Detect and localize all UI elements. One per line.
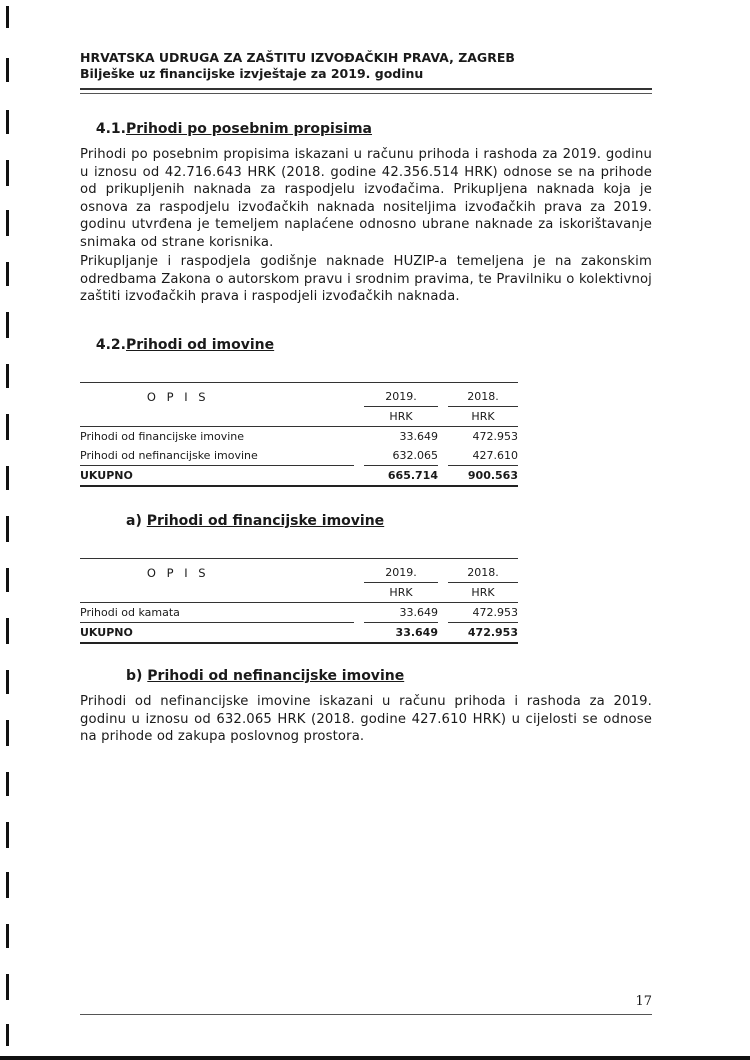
unit-2018: HRK (448, 583, 518, 603)
unit-2018: HRK (448, 407, 518, 427)
section-number: 4.2. (95, 337, 126, 353)
subsection-title: Prihodi od nefinancijske imovine (147, 668, 405, 684)
subsection-prefix: b) (126, 668, 143, 684)
row-label: Prihodi od nefinancijske imovine (80, 446, 276, 466)
total-value-2018: 900.563 (448, 466, 518, 487)
column-header-2019: 2019. (364, 563, 438, 583)
scan-bottom-edge (0, 1056, 750, 1060)
column-header-2019: 2019. (364, 387, 438, 407)
row-value-2018: 427.610 (448, 446, 518, 466)
table-total-row (80, 623, 518, 644)
total-value-2018: 472.953 (448, 623, 518, 644)
row-label: Prihodi od kamata (80, 603, 276, 623)
subsection-prefix: a) (126, 513, 142, 529)
subsection-a-heading (126, 513, 626, 529)
row-value-2018: 472.953 (472, 430, 518, 443)
total-label: UKUPNO (80, 623, 276, 644)
section-4-1-heading (80, 121, 652, 137)
unit-2019: HRK (364, 583, 438, 603)
table-row (80, 446, 518, 466)
page-header (80, 50, 650, 82)
table-row (80, 427, 518, 447)
total-value-2019: 665.714 (364, 466, 438, 487)
header-rule-thin (80, 93, 652, 94)
document-subtitle: Bilješke uz financijske izvještaje za 2019. godinu (80, 66, 424, 81)
table-prihodi-od-financijske-imovine (80, 558, 652, 644)
row-value-2018: 472.953 (448, 603, 518, 623)
section-4-1-paragraph-2: Prikupljanje i raspodjela godišnje naknade HUZIP-a temeljena je na zakonskim odredbama Zakona o autorskom pravu i srodnim pravima, te Pravilniku o kolektivnoj zaštiti izvođačkih prava i raspodjeli izvođačkih naknada. (80, 254, 652, 304)
header-rule-thick (80, 88, 652, 90)
unit-2019: HRK (364, 407, 438, 427)
subsection-b-heading (126, 668, 626, 684)
table-row (80, 603, 518, 623)
section-title: Prihodi po posebnim propisima (126, 121, 373, 137)
total-label: UKUPNO (80, 466, 276, 487)
table-prihodi-od-imovine (80, 382, 652, 487)
footer-rule (80, 1014, 652, 1015)
table-total-row (80, 466, 518, 487)
column-header-2018: 2018. (448, 387, 518, 407)
organization-name: HRVATSKA UDRUGA ZA ZAŠTITU IZVOĐAČKIH PRAVA, ZAGREB (80, 50, 515, 65)
section-4-1-paragraph-1: Prihodi po posebnim propisima iskazani u računu prihoda i rashoda za 2019. godinu u iznosu od 42.716.643 HRK (2018. godine 42.356.514 HRK) odnose se na prihode od prikupljenih naknada za raspodjelu izvođačima. Prikupljena naknada koja je osnova za raspodjelu izvođačkih naknada nositeljima izvođačkih prava za 2019. godinu utvrđena je temeljem naplaćene odnosno ubrane naknade za iskorištavanje snimaka od strane korisnika. (80, 147, 652, 250)
section-title: Prihodi od imovine (126, 337, 275, 353)
total-value-2019: 33.649 (364, 623, 438, 644)
section-4-2-heading (80, 337, 652, 353)
subsection-b-paragraph: Prihodi od nefinancijske imovine iskazani u računu prihoda i rashoda za 2019. godinu u iznosu od 632.065 HRK (2018. godine 427.610 HRK) u cijelosti se odnose na prihode od zakupa poslovnog prostora. (80, 694, 652, 744)
page-number: 17 (635, 994, 652, 1009)
subsection-title: Prihodi od financijske imovine (146, 513, 385, 529)
column-header-opis: O P I S (146, 389, 210, 404)
row-value-2019: 33.649 (364, 603, 438, 623)
column-header-2018: 2018. (448, 563, 518, 583)
row-value-2019: 632.065 (364, 446, 438, 466)
row-label: Prihodi od financijske imovine (80, 430, 245, 443)
column-header-opis: O P I S (146, 565, 210, 580)
row-value-2019: 33.649 (399, 430, 438, 443)
section-number: 4.1. (95, 121, 126, 137)
